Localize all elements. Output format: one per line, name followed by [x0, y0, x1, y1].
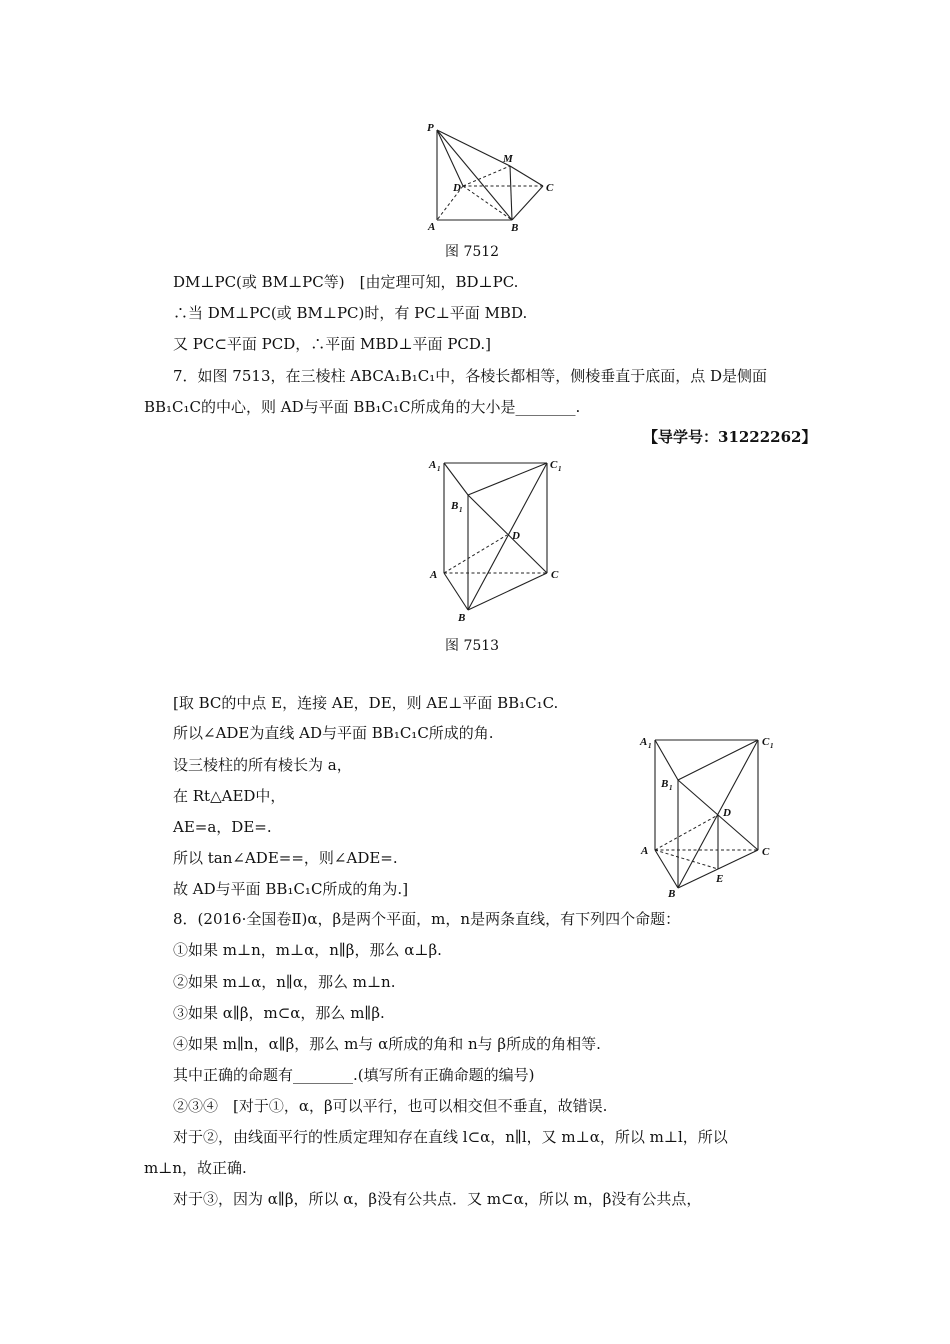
question-line: BB₁C₁C的中心，则 AD与平面 BB₁C₁C所成角的大小是________. [144, 398, 581, 416]
label-D: D [512, 530, 520, 542]
solution-line: m⊥n，故正确. [144, 1159, 247, 1177]
proposition: ①如果 m⊥n，m⊥α，n∥β，那么 α⊥β. [173, 941, 442, 959]
solution-line: ②③④ [对于①，α，β可以平行，也可以相交但不垂直，故错误. [173, 1097, 608, 1115]
label-B1: B [451, 500, 459, 512]
label-sub: 1 [770, 742, 774, 750]
answer-line: 又 PC⊂平面 PCD，∴平面 MBD⊥平面 PCD.] [173, 335, 492, 353]
figure-7512 [420, 120, 570, 235]
label-sub: 1 [558, 465, 562, 473]
figure-caption: 图 7513 [445, 638, 500, 654]
label-D: D [723, 807, 731, 819]
label-sub: 1 [648, 742, 652, 750]
question-line: 7．如图 7513，在三棱柱 ABCA₁B₁C₁中，各棱长都相等，侧棱垂直于底面，点 D是侧面 [173, 367, 768, 385]
answer-line: ∴当 DM⊥PC(或 BM⊥PC)时，有 PC⊥平面 MBD. [173, 304, 528, 322]
question-line: 8．(2016·全国卷Ⅱ)α，β是两个平面，m，n是两条直线，有下列四个命题： [173, 910, 681, 928]
answer-line: DM⊥PC(或 BM⊥PC等) [由定理可知，BD⊥PC. [173, 273, 519, 291]
figure-caption: 图 7512 [445, 244, 500, 260]
solution-line: AE=a，DE=. [173, 818, 272, 836]
solution-line: 对于②，由线面平行的性质定理知存在直线 l⊂α，n∥l，又 m⊥α，所以 m⊥l，所以 [173, 1128, 728, 1146]
label-B: B [458, 612, 466, 624]
label-C1: C [762, 736, 770, 748]
proposition: ②如果 m⊥α，n∥α，那么 m⊥n. [173, 973, 396, 991]
label-sub: 1 [669, 784, 673, 792]
label-C: C [551, 569, 559, 581]
label-M: M [503, 153, 513, 165]
guide-number: 【导学号：31222262】 [643, 428, 817, 446]
label-E: E [716, 873, 724, 885]
question-line: 其中正确的命题有________.(填写所有正确命题的编号) [173, 1066, 535, 1084]
proposition: ③如果 α∥β，m⊂α，那么 m∥β. [173, 1004, 385, 1022]
label-sub: 1 [459, 506, 463, 514]
label-A1: A [429, 459, 437, 471]
solution-line: 对于③，因为 α∥β，所以 α，β没有公共点．又 m⊂α，所以 m，β没有公共点， [173, 1190, 702, 1208]
solution-line: 故 AD与平面 BB₁C₁C所成的角为.] [173, 880, 409, 898]
solution-line: 设三棱柱的所有棱长为 a， [173, 756, 352, 774]
label-A: A [428, 221, 436, 233]
proposition: ④如果 m∥n，α∥β，那么 m与 α所成的角和 n与 β所成的角相等. [173, 1035, 601, 1053]
figure-7513 [420, 455, 580, 625]
label-B: B [668, 888, 676, 900]
label-D: D [453, 182, 461, 194]
label-A: A [641, 845, 649, 857]
label-B1: B [661, 778, 669, 790]
label-A1: A [640, 736, 648, 748]
label-C: C [762, 846, 770, 858]
label-A: A [430, 569, 438, 581]
solution-line: 在 Rt△AED中， [173, 787, 286, 805]
label-C: C [546, 182, 554, 194]
solution-line: [取 BC的中点 E，连接 AE，DE，则 AE⊥平面 BB₁C₁C. [173, 694, 559, 712]
label-sub: 1 [437, 465, 441, 473]
label-C1: C [550, 459, 558, 471]
label-P: P [427, 122, 434, 134]
solution-line: 所以 tan∠ADE==，则∠ADE=. [173, 849, 398, 867]
label-B: B [511, 222, 519, 234]
solution-line: 所以∠ADE为直线 AD与平面 BB₁C₁C所成的角. [173, 724, 494, 742]
figure-solution [635, 730, 785, 900]
